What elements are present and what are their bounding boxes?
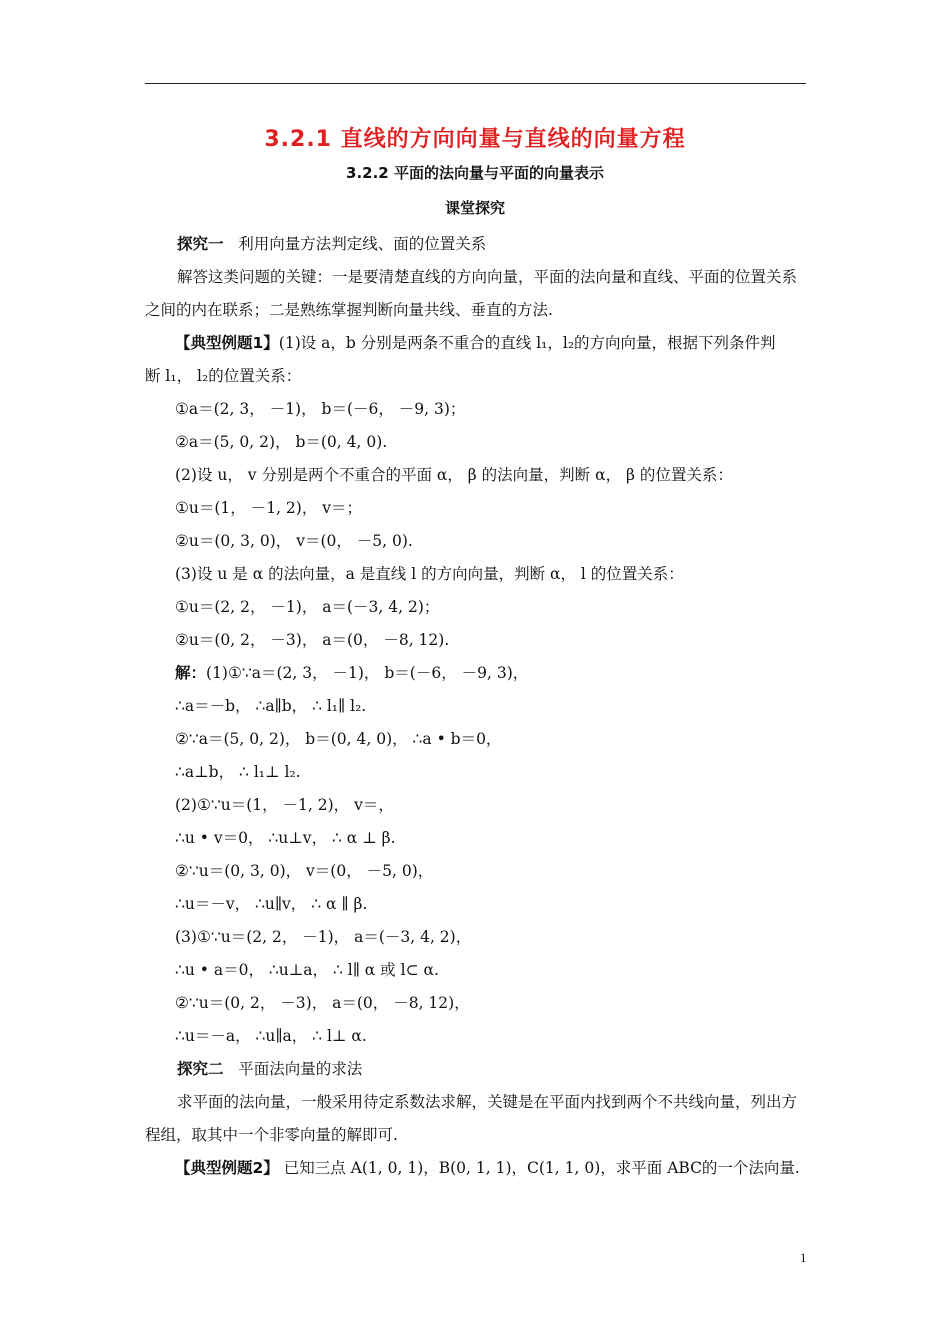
document-body [145, 228, 810, 1185]
example2-line: 【典型例题2】 已知三点 A(1, 0, 1)，B(0, 1, 1)，C(1, 1, 0)，求平面 ABC的一个法向量. [175, 1159, 800, 1177]
inquiry2-intro: 求平面的法向量，一般采用待定系数法求解，关键是在平面内找到两个不共线向量，列出方程组，取其中一个非零向量的解即可. [145, 1093, 798, 1144]
example1-line1: 【典型例题1】(1)设 a，b 分别是两条不重合的直线 l₁，l₂的方向向量，根据下列条件判 [175, 334, 776, 352]
inquiry1-heading: 探究一 利用向量方法判定线、面的位置关系 [177, 235, 487, 253]
solution-line: (2)①∵u＝(1， －1, 2)， v＝， [175, 796, 394, 814]
example1-item: ②a＝(5, 0, 2)， b＝(0, 4, 0). [175, 433, 388, 451]
example1-line2: 断 l₁， l₂的位置关系： [145, 367, 302, 385]
page-number: 1 [800, 1250, 807, 1265]
solution-line: ②∵u＝(0, 3, 0)， v＝(0， －5, 0)， [175, 862, 434, 880]
solution-line: ②∵a＝(5, 0, 2)， b＝(0, 4, 0)， ∴a • b＝0， [175, 730, 502, 748]
solution-line: ∴u＝－v， ∴u∥v， ∴ α ∥ β. [175, 895, 368, 913]
section-heading: 课堂探究 [444, 199, 505, 217]
example1-item: ①u＝(1， －1, 2)， v＝； [175, 499, 363, 517]
solution-line: ∴a⊥b， ∴ l₁⊥ l₂. [175, 763, 301, 781]
solution-line: ∴u • a＝0， ∴u⊥a， ∴ l∥ α 或 l⊂ α. [175, 961, 439, 979]
example1-item: ②u＝(0, 3, 0)， v＝(0， －5, 0). [175, 532, 413, 550]
example1-part2: (2)设 u， v 分别是两个不重合的平面 α， β 的法向量，判断 α， β 的位置关系： [175, 466, 733, 484]
example1-part3: (3)设 u 是 α 的法向量，a 是直线 l 的方向向量，判断 α， l 的位置关系： [175, 565, 684, 583]
page-subtitle: 3.2.2 平面的法向量与平面的向量表示 [346, 164, 604, 182]
example1-item: ①a＝(2, 3， －1)， b＝(－6， －9, 3)； [175, 400, 466, 418]
solution-line: 解：(1)①∵a＝(2, 3， －1)， b＝(－6， －9, 3)， [175, 664, 529, 682]
solution-line: ∴u＝－a， ∴u∥a， ∴ l⊥ α. [175, 1027, 367, 1045]
solution-line: ②∵u＝(0, 2， －3)， a＝(0， －8, 12)， [175, 994, 470, 1012]
inquiry1-intro: 解答这类问题的关键：一是要清楚直线的方向向量，平面的法向量和直线、平面的位置关系之间的内在联系；二是熟练掌握判断向量共线、垂直的方法. [145, 268, 798, 319]
solution-line: ∴a＝－b， ∴a∥b， ∴ l₁∥ l₂. [175, 697, 367, 715]
header-rule [145, 83, 806, 84]
example1-item: ①u＝(2, 2， －1)， a＝(－3, 4, 2)； [175, 598, 440, 616]
solution-line: ∴u • v＝0， ∴u⊥v， ∴ α ⊥ β. [175, 829, 396, 847]
example1-item: ②u＝(0, 2， －3)， a＝(0， －8, 12). [175, 631, 450, 649]
inquiry2-heading: 探究二 平面法向量的求法 [177, 1060, 363, 1078]
page-title: 3.2.1 直线的方向向量与直线的向量方程 [264, 127, 686, 152]
solution-line: (3)①∵u＝(2, 2， －1)， a＝(－3, 4, 2)， [175, 928, 472, 946]
